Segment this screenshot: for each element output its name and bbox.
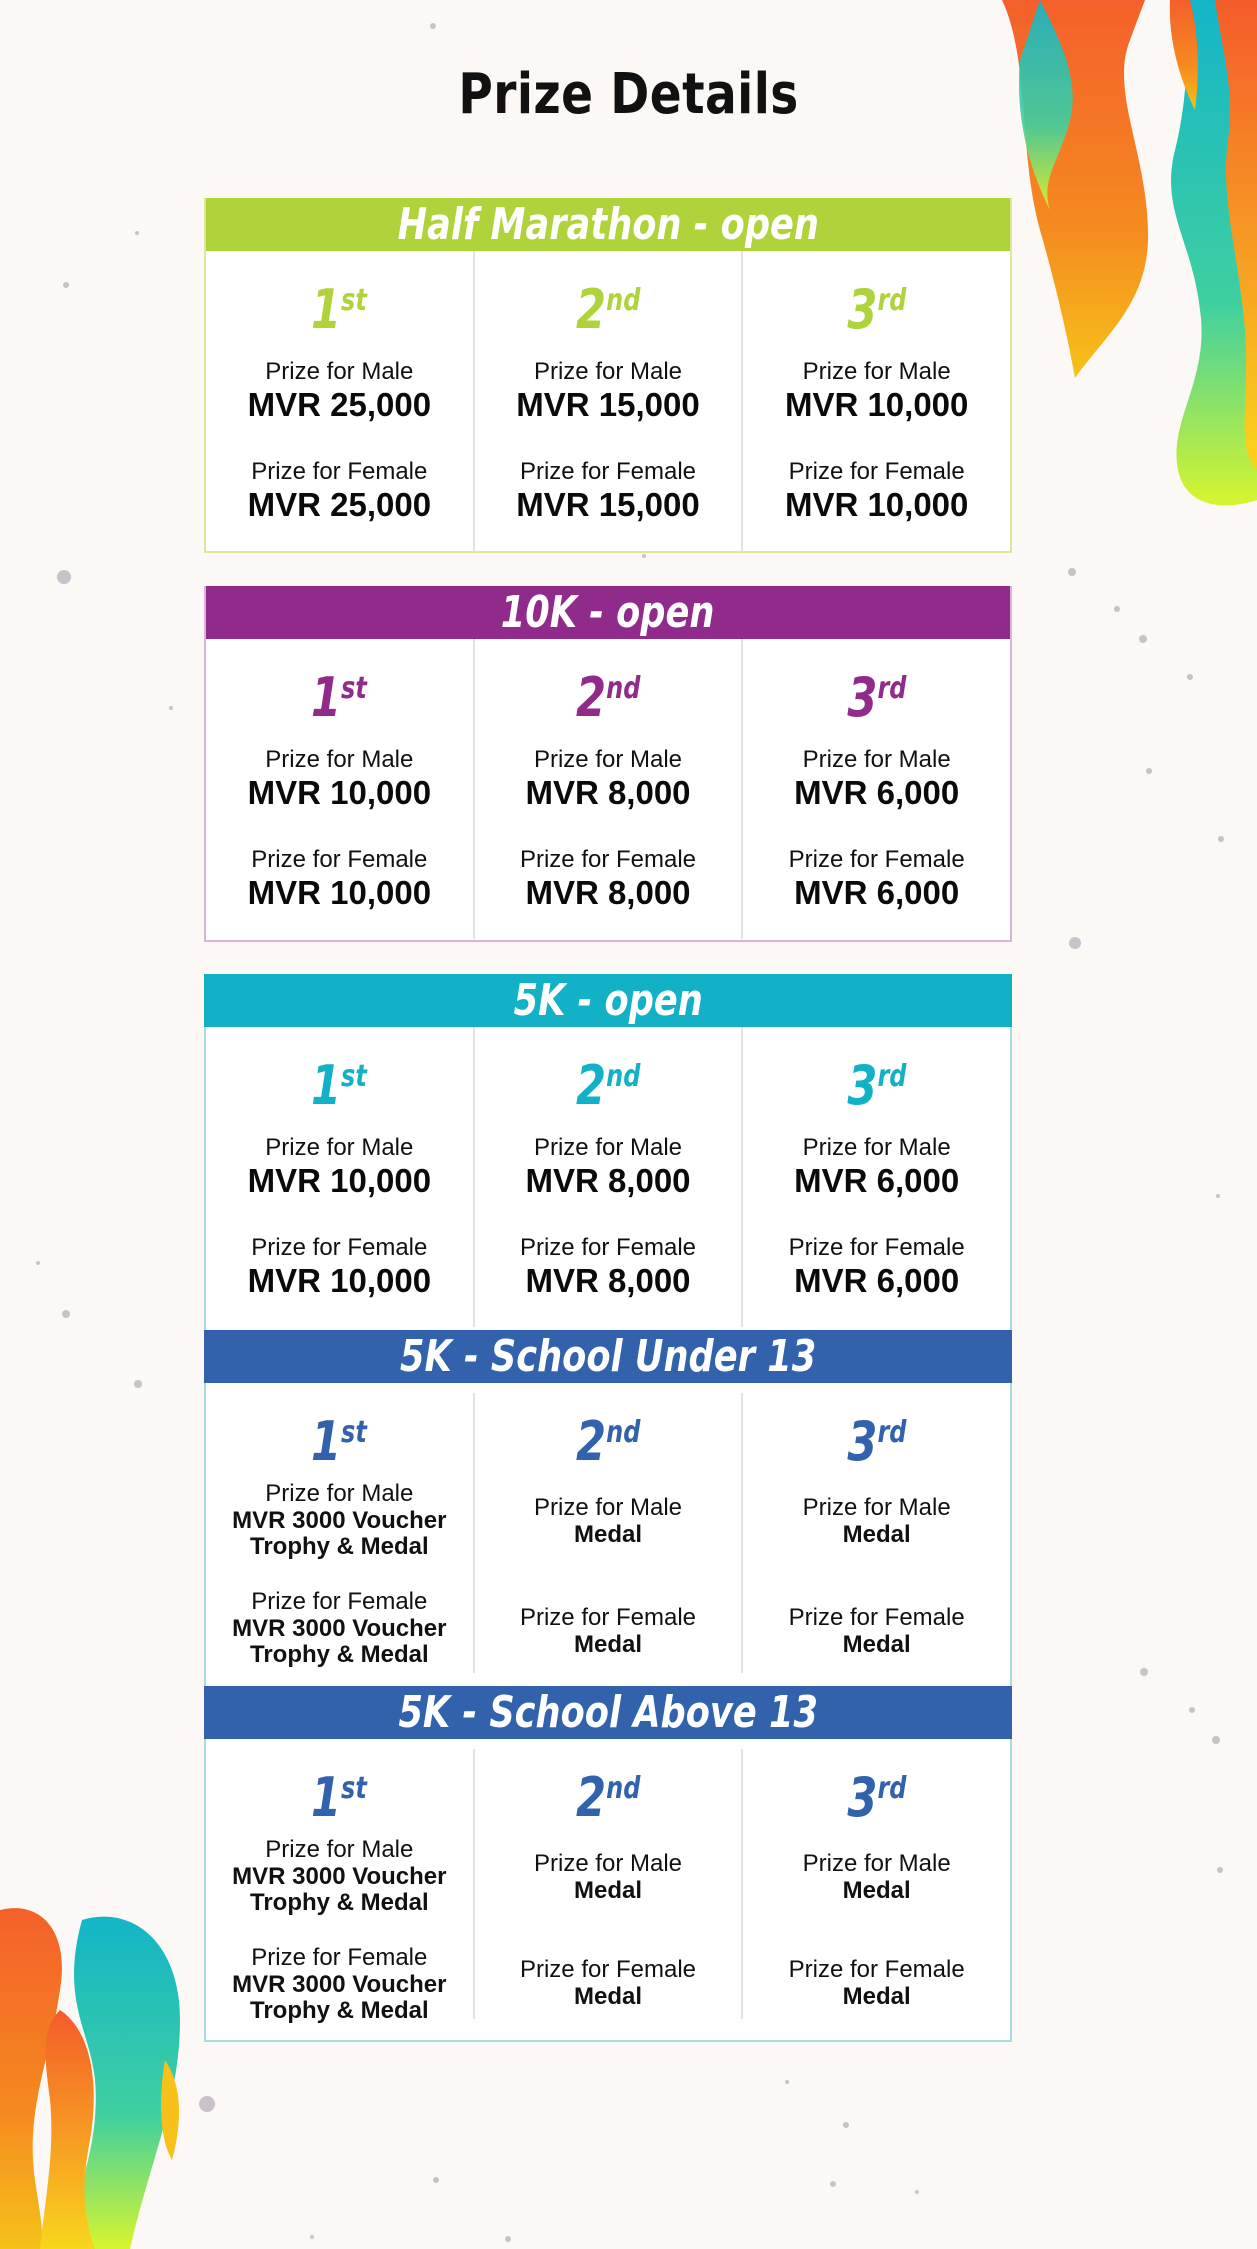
- section-title-bar: [206, 198, 1010, 251]
- school-under-13-panel: [206, 1330, 1010, 1686]
- female-prize: Prize for Female MVR 10,000: [247, 846, 432, 911]
- female-prize: Prize for Female MVR 25,000: [247, 458, 432, 523]
- place-3rd: [741, 1027, 1010, 1327]
- place-3-heading: 3rd: [847, 278, 907, 341]
- place-2nd: [473, 1749, 742, 2019]
- place-3rd: [741, 1393, 1010, 1673]
- place-2-heading: 2nd: [575, 1410, 641, 1473]
- female-prize: Prize for Female Medal: [788, 1604, 965, 1658]
- female-prize: Prize for Female Medal: [788, 1956, 965, 2010]
- tenk-panel: [204, 586, 1012, 942]
- male-prize: Prize for Male MVR 10,000: [247, 746, 432, 811]
- female-prize: Prize for Female Medal: [519, 1604, 697, 1658]
- place-1st: [206, 1749, 473, 2024]
- fivek-panel: [206, 974, 1010, 1330]
- place-1st: [206, 639, 473, 939]
- section-title: 5K - School Above 13: [398, 1687, 818, 1738]
- place-2nd: [473, 639, 742, 939]
- place-1st: [206, 1393, 473, 1673]
- place-2-heading: 2nd: [575, 1054, 641, 1117]
- male-prize: Prize for Male MVR 25,000: [247, 358, 432, 423]
- place-3-heading: 3rd: [847, 1410, 907, 1473]
- male-prize: Prize for Male MVR 6,000: [794, 1134, 960, 1199]
- female-prize: Prize for Female MVR 8,000: [519, 846, 697, 911]
- place-3-heading: 3rd: [847, 1766, 907, 1829]
- place-1-heading: 1st: [311, 666, 368, 729]
- place-1st: [206, 251, 473, 551]
- male-prize: Prize for Male MVR 8,000: [525, 746, 691, 811]
- place-3rd: [741, 251, 1010, 551]
- section-title: Half Marathon - open: [397, 199, 819, 250]
- place-2-heading: 2nd: [575, 1766, 641, 1829]
- half-marathon-panel: [204, 198, 1012, 553]
- female-prize: Prize for Female MVR 8,000: [519, 1234, 697, 1299]
- male-prize: Prize for Male MVR 6,000: [794, 746, 960, 811]
- place-1-heading: 1st: [311, 1766, 368, 1829]
- male-prize: Prize for Male MVR 10,000: [784, 358, 969, 423]
- place-1st: [206, 1027, 473, 1327]
- section-title: 5K - open: [513, 975, 703, 1026]
- male-prize: Prize for Male Medal: [802, 1494, 951, 1548]
- place-2-heading: 2nd: [575, 666, 641, 729]
- place-1-heading: 1st: [311, 278, 368, 341]
- male-prize: Prize for Male Medal: [533, 1494, 683, 1548]
- place-3rd: [741, 639, 1010, 939]
- place-1-heading: 1st: [311, 1410, 368, 1473]
- place-3rd: [741, 1749, 1010, 2019]
- male-prize: Prize for Male Medal: [533, 1850, 683, 1904]
- place-3-heading: 3rd: [847, 1054, 907, 1117]
- section-title-bar: [206, 586, 1010, 639]
- bottom-left-flames: [0, 1908, 180, 2249]
- place-3-heading: 3rd: [847, 666, 907, 729]
- place-2-heading: 2nd: [575, 278, 641, 341]
- female-prize: Prize for Female MVR 3000 Voucher Trophy & Medal: [232, 1588, 447, 1668]
- section-title-bar: [204, 1686, 1012, 1739]
- place-2nd: [473, 1027, 742, 1327]
- female-prize: Prize for Female MVR 3000 Voucher Trophy & Medal: [232, 1944, 447, 2024]
- place-2nd: [473, 251, 742, 551]
- female-prize: Prize for Female MVR 15,000: [516, 458, 700, 523]
- male-prize: Prize for Male MVR 8,000: [525, 1134, 691, 1199]
- female-prize: Prize for Female MVR 6,000: [788, 1234, 965, 1299]
- section-title: 10K - open: [501, 587, 715, 638]
- male-prize: Prize for Male MVR 15,000: [516, 358, 700, 423]
- place-2nd: [473, 1393, 742, 1673]
- female-prize: Prize for Female MVR 10,000: [784, 458, 969, 523]
- female-prize: Prize for Female MVR 6,000: [788, 846, 965, 911]
- female-prize: Prize for Female Medal: [519, 1956, 697, 2010]
- place-1-heading: 1st: [311, 1054, 368, 1117]
- page-title: Prize Details: [458, 62, 799, 127]
- male-prize: Prize for Male Medal: [802, 1850, 951, 1904]
- female-prize: Prize for Female MVR 10,000: [247, 1234, 432, 1299]
- male-prize: Prize for Male MVR 3000 Voucher Trophy & Medal: [232, 1480, 447, 1560]
- male-prize: Prize for Male MVR 10,000: [247, 1134, 432, 1199]
- section-title-bar: [204, 974, 1012, 1027]
- section-title: 5K - School Under 13: [399, 1331, 817, 1382]
- male-prize: Prize for Male MVR 3000 Voucher Trophy & Medal: [232, 1836, 447, 1916]
- school-above-13-panel: [206, 1686, 1010, 2040]
- section-title-bar: [204, 1330, 1012, 1383]
